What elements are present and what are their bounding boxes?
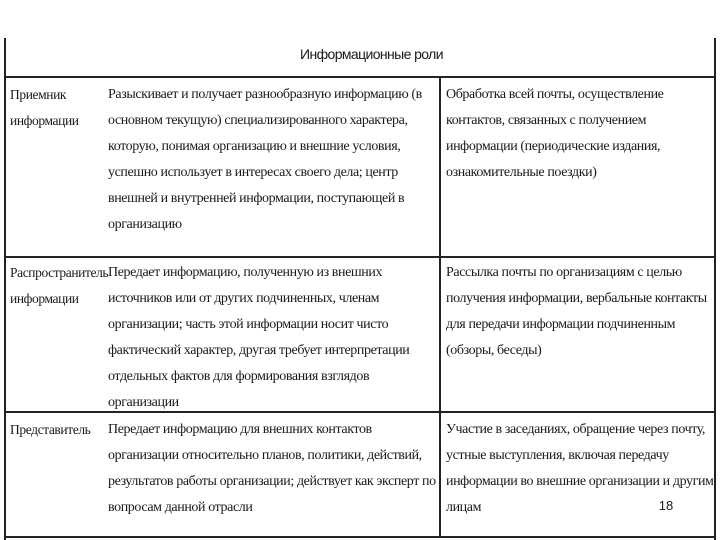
column-divider [439, 78, 441, 538]
page-number: 18 [658, 498, 674, 513]
table-bottom-border [4, 536, 716, 538]
function-cell: Разыскивает и получает разнообразную информацию (в основном текущую) специализированного характера, которую, понимая организацию и внешние условия, успешно использует в интересах своего дела; центр внешней и внутренней информации, поступающей в организацию [108, 87, 422, 232]
function-cell: Передает информацию для внешних контактов организации относительно планов, политики, действий, результатов работы организации; действует как эксперт по вопросам данной отрасли [108, 422, 436, 515]
activity-cell: Обработка всей почты, осуществление контактов, связанных с получением информации (периодические издания, ознакомительные поездки) [446, 87, 664, 180]
activity-cell: Рассылка почты по организациям с целью получения информации, вербальные контакты для передачи информации подчиненным (обзоры, беседы) [446, 265, 707, 358]
table-left-border [4, 38, 6, 540]
role-cell: Приемник информации [10, 87, 79, 128]
table-title: Информационные роли [300, 46, 443, 62]
table-right-border [714, 38, 716, 540]
role-cell: Представитель [10, 422, 91, 437]
role-cell: Распространитель информации [10, 265, 109, 306]
activity-cell: Участие в заседаниях, обращение через почту, устные выступления, включая передачу информации во внешние организации и другим лицам [446, 422, 714, 515]
function-cell: Передает информацию, полученную из внешних источников или от других подчиненных, членам организации; часть этой информации носит чисто фактический характер, другая требует интерпретации отдельных фактов для формирования взглядов организации [108, 265, 410, 410]
row-divider-1 [4, 256, 716, 258]
header-divider [4, 76, 716, 78]
